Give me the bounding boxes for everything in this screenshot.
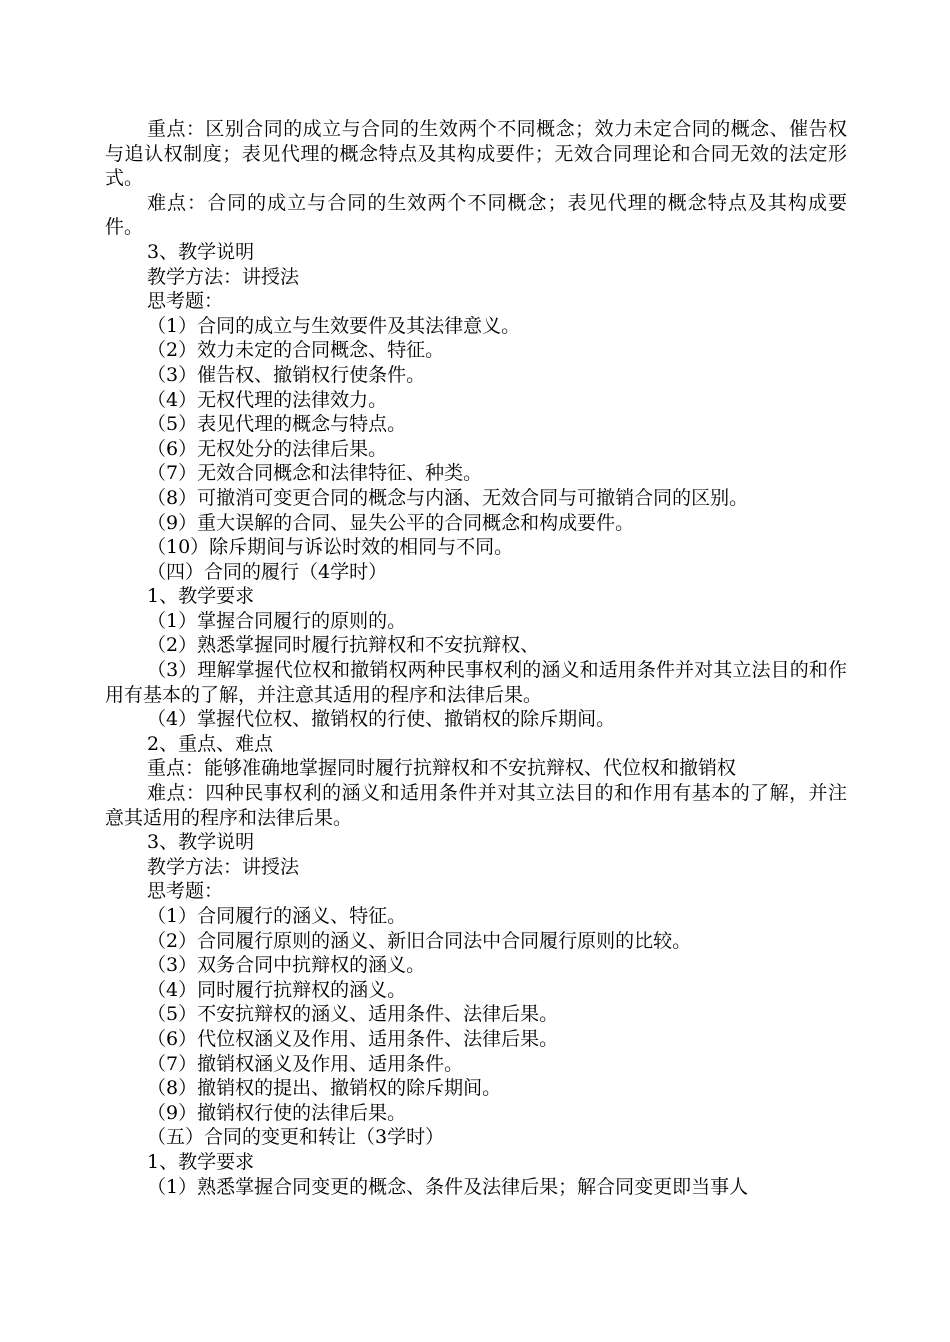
text-line: （4）无权代理的法律效力。: [147, 388, 388, 411]
text-line: （1）合同履行的涵义、特征。: [147, 905, 407, 927]
paragraph: 重点：区别合同的成立与合同的生效两个不同概念；效力未定合同的概念、催告权与追认权制度；表见代理的概念特点及其构成要件；无效合同理论和合同无效的法定形式。: [105, 118, 847, 190]
text-line: （四）合同的履行（4学时）: [147, 560, 388, 583]
text-line: 教学方法：讲授法: [147, 265, 300, 288]
text-line: （9）重大误解的合同、显失公平的合同概念和构成要件。: [147, 511, 635, 534]
text-line: （1）合同的成立与生效要件及其法律意义。: [147, 314, 521, 337]
text-line: （5）表见代理的概念与特点。: [147, 413, 407, 436]
text-line: 1、教学要求: [147, 585, 255, 608]
text-line: （4）掌握代位权、撤销权的行使、撤销权的除斥期间。: [147, 708, 616, 731]
text-line: （6）代位权涵义及作用、适用条件、法律后果。: [147, 1027, 559, 1050]
text-line: （2）效力未定的合同概念、特征。: [147, 339, 445, 362]
text-line: （1）熟悉掌握合同变更的概念、条件及法律后果；解合同变更即当事人: [147, 1175, 749, 1198]
text-line: 重点：能够准确地掌握同时履行抗辩权和不安抗辩权、代位权和撤销权: [147, 757, 737, 780]
text-line: （6）无权处分的法律后果。: [147, 437, 388, 460]
text-line: （8）可撤消可变更合同的概念与内涵、无效合同与可撤销合同的区别。: [147, 486, 749, 509]
text-line: 3、教学说明: [147, 831, 255, 854]
text-line: （五）合同的变更和转让（3学时）: [147, 1126, 445, 1149]
text-line: （7）无效合同概念和法律特征、种类。: [147, 462, 483, 485]
paragraph: 难点：合同的成立与合同的生效两个不同概念；表见代理的概念特点及其构成要件。: [105, 191, 847, 239]
document-body: [105, 117, 847, 1199]
paragraph: （3）理解掌握代位权和撤销权两种民事权利的涵义和适用条件并对其立法目的和作用有基本的了解，并注意其适用的程序和法律后果。: [105, 659, 847, 706]
text-line: （2）熟悉掌握同时履行抗辩权和不安抗辩权、: [147, 634, 540, 657]
text-line: 教学方法：讲授法: [147, 855, 300, 878]
text-line: （5）不安抗辩权的涵义、适用条件、法律后果。: [147, 1003, 559, 1026]
text-line: （4）同时履行抗辩权的涵义。: [147, 978, 407, 1001]
paragraph: 难点：四种民事权利的涵义和适用条件并对其立法目的和作用有基本的了解，并注意其适用的程序和法律后果。: [105, 782, 847, 829]
text-line: 思考题：: [147, 290, 224, 313]
text-line: （1）掌握合同履行的原则的。: [147, 609, 407, 632]
text-line: （9）撤销权行使的法律后果。: [147, 1101, 407, 1124]
text-line: 思考题：: [147, 880, 224, 903]
text-line: （10）除斥期间与诉讼时效的相同与不同。: [147, 536, 514, 559]
text-line: 3、教学说明: [147, 240, 255, 263]
text-line: （3）催告权、撤销权行使条件。: [147, 363, 426, 386]
text-line: （7）撤销权涵义及作用、适用条件。: [147, 1052, 464, 1075]
text-line: （3）双务合同中抗辩权的涵义。: [147, 954, 426, 977]
text-line: （8）撤销权的提出、撤销权的除斥期间。: [147, 1077, 502, 1100]
text-line: 1、教学要求: [147, 1150, 255, 1173]
text-line: 2、重点、难点: [147, 732, 274, 755]
text-line: （2）合同履行原则的涵义、新旧合同法中合同履行原则的比较。: [147, 929, 692, 952]
